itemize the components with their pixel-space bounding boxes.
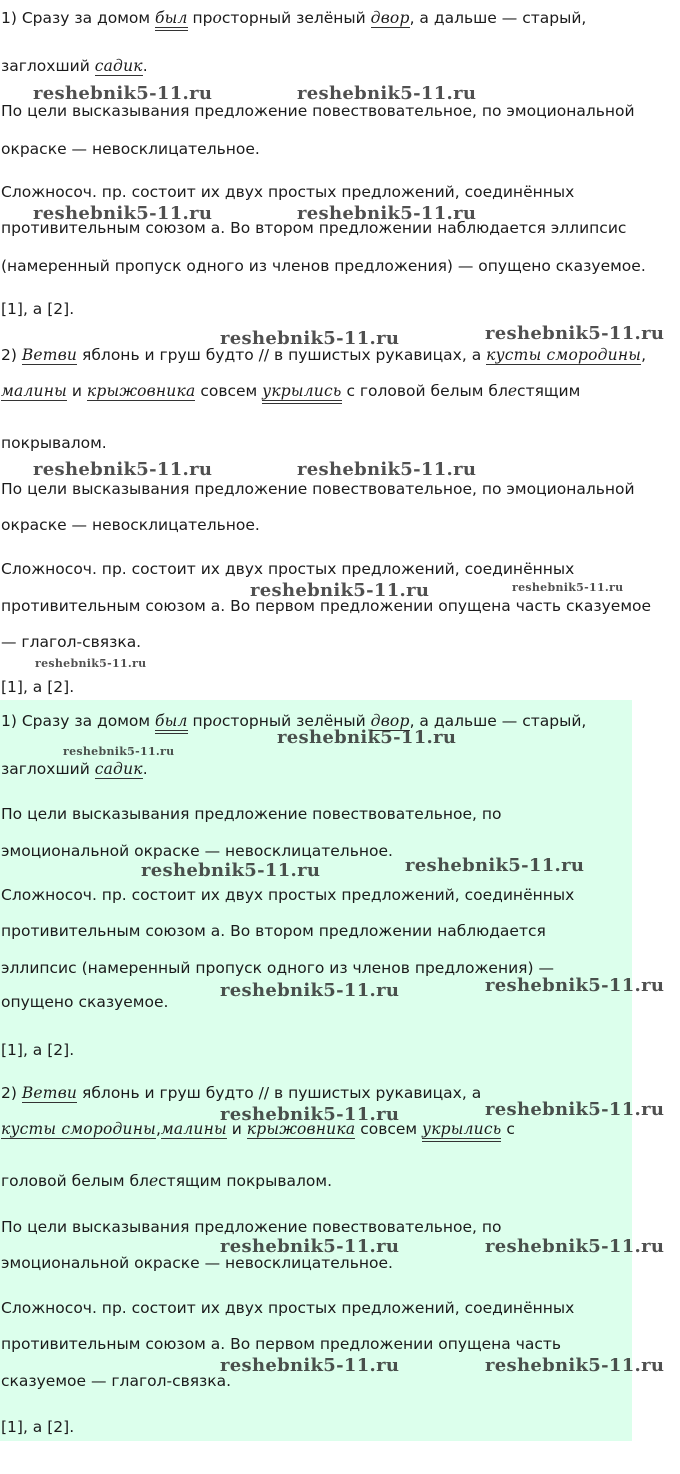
predicate-byl: был — [155, 9, 188, 27]
watermark: reshebnik5-11.ru — [485, 975, 665, 996]
stressed-vowel: е — [148, 1172, 159, 1190]
sentence-2-line-3: головой белым блестящим покрывалом. — [1, 1172, 333, 1190]
sentence-2-line-1: 2) Ветви яблонь и груш будто // в пушистых рукавицах, а кусты смородины, — [1, 346, 647, 364]
paragraph-purpose-2-line-1: По цели высказывания предложение повествовательное, по эмоциональной — [1, 480, 635, 498]
watermark: reshebnik5-11.ru — [220, 1104, 400, 1125]
paragraph-purpose-line-2: окраске — невосклицательное. — [1, 140, 260, 158]
paragraph-structure-2-line-3: — глагол-связка. — [1, 633, 142, 651]
paragraph-structure-line-3: эллипсис (намеренный пропуск одного из членов предложения) — — [1, 959, 554, 977]
subject-sadik: садик — [94, 760, 143, 778]
subject-malina: малины — [1, 382, 67, 400]
paragraph-structure-2-line-1: Сложносоч. пр. состоит их двух простых предложений, соединённых — [1, 560, 575, 578]
paragraph-purpose-2-line-1: По цели высказывания предложение повествовательное, по — [1, 1218, 502, 1236]
paragraph-purpose-2-line-2: эмоциональной окраске — невосклицательное. — [1, 1254, 393, 1272]
subject-dvor: двор — [370, 9, 410, 27]
paragraph-purpose-2-line-2: окраске — невосклицательное. — [1, 516, 260, 534]
watermark: reshebnik5-11.ru — [35, 657, 147, 670]
watermark: reshebnik5-11.ru — [512, 581, 624, 594]
paragraph-structure-2-line-1: Сложносоч. пр. состоит их двух простых предложений, соединённых — [1, 1299, 575, 1317]
watermark: reshebnik5-11.ru — [220, 328, 400, 349]
watermark: reshebnik5-11.ru — [485, 323, 665, 344]
paragraph-structure-line-2: противительным союзом а. Во втором предложении наблюдается эллипсис — [1, 219, 627, 237]
paragraph-structure-line-4: опущено сказуемое. — [1, 993, 169, 1011]
watermark: reshebnik5-11.ru — [277, 727, 457, 748]
watermark: reshebnik5-11.ru — [485, 1236, 665, 1257]
paragraph-structure-line-2: противительным союзом а. Во втором предложении наблюдается — [1, 922, 546, 940]
sentence-1-line-2: заглохший садик. — [1, 57, 148, 75]
paragraph-structure-2-line-3: сказуемое — глагол-связка. — [1, 1372, 232, 1390]
subject-dvor: двор — [370, 712, 410, 730]
watermark: reshebnik5-11.ru — [485, 1099, 665, 1120]
sentence-2-line-1: 2) Ветви яблонь и груш будто // в пушистых рукавицах, а — [1, 1084, 482, 1102]
subject-vetvi: Ветви — [21, 346, 78, 364]
stressed-vowel: е — [507, 382, 518, 400]
watermark: reshebnik5-11.ru — [250, 580, 430, 601]
sentence-2-line-2: кусты смородины,малины и крыжовника совсем укрылись с — [1, 1120, 515, 1138]
scheme-1: [1], а [2]. — [1, 1041, 75, 1059]
sentence-1-line-1: 1) Сразу за домом был просторный зелёный двор, а дальше — старый, — [1, 712, 587, 730]
predicate-ukrylis: укрылись — [422, 1120, 502, 1138]
watermark: reshebnik5-11.ru — [33, 203, 213, 224]
predicate-ukrylis: укрылись — [262, 382, 342, 400]
paragraph-structure-2-line-2: противительным союзом а. Во первом предложении опущена часть сказуемое — [1, 597, 652, 615]
watermark: reshebnik5-11.ru — [405, 855, 585, 876]
watermark: reshebnik5-11.ru — [485, 1355, 665, 1376]
sentence-1-line-1: 1) Сразу за домом был просторный зелёный двор, а дальше — старый, — [1, 9, 587, 27]
stressed-vowel: о — [212, 9, 222, 27]
paragraph-purpose-line-1: По цели высказывания предложение повествовательное, по — [1, 805, 502, 823]
paragraph-structure-2-line-2: противительным союзом а. Во первом предложении опущена часть — [1, 1335, 562, 1353]
watermark: reshebnik5-11.ru — [33, 459, 213, 480]
subject-kusty: кусты смородины — [1, 1120, 156, 1138]
subject-malina: малины — [160, 1120, 227, 1138]
sentence-2-line-2: малины и крыжовника совсем укрылись с головой белым блестящим — [1, 382, 581, 400]
predicate-byl: был — [155, 712, 188, 730]
scheme-1: [1], а [2]. — [1, 300, 75, 318]
watermark: reshebnik5-11.ru — [33, 83, 213, 104]
paragraph-purpose-line-2: эмоциональной окраске — невосклицательное. — [1, 842, 393, 860]
scheme-2: [1], а [2]. — [1, 678, 75, 696]
scheme-2: [1], а [2]. — [1, 1418, 75, 1436]
paragraph-structure-line-3: (намеренный пропуск одного из членов предложения) — опущено сказуемое. — [1, 257, 646, 275]
subject-kusty: кусты смородины — [486, 346, 642, 364]
watermark: reshebnik5-11.ru — [297, 83, 477, 104]
paragraph-structure-line-1: Сложносоч. пр. состоит их двух простых предложений, соединённых — [1, 183, 575, 201]
watermark: reshebnik5-11.ru — [220, 1236, 400, 1257]
subject-kryzh: крыжовника — [86, 382, 196, 400]
subject-sadik: садик — [94, 57, 143, 75]
sentence-1-line-2: заглохший садик. — [1, 760, 148, 778]
paragraph-purpose-line-1: По цели высказывания предложение повествовательное, по эмоциональной — [1, 102, 635, 120]
watermark: reshebnik5-11.ru — [220, 980, 400, 1001]
watermark: reshebnik5-11.ru — [297, 203, 477, 224]
watermark: reshebnik5-11.ru — [141, 860, 321, 881]
stressed-vowel: о — [212, 712, 222, 730]
sentence-2-line-3: покрывалом. — [1, 434, 107, 452]
watermark: reshebnik5-11.ru — [63, 745, 175, 758]
subject-kryzh: крыжовника — [246, 1120, 356, 1138]
paragraph-structure-line-1: Сложносоч. пр. состоит их двух простых предложений, соединённых — [1, 886, 575, 904]
subject-vetvi: Ветви — [21, 1084, 78, 1102]
watermark: reshebnik5-11.ru — [297, 459, 477, 480]
watermark: reshebnik5-11.ru — [220, 1355, 400, 1376]
